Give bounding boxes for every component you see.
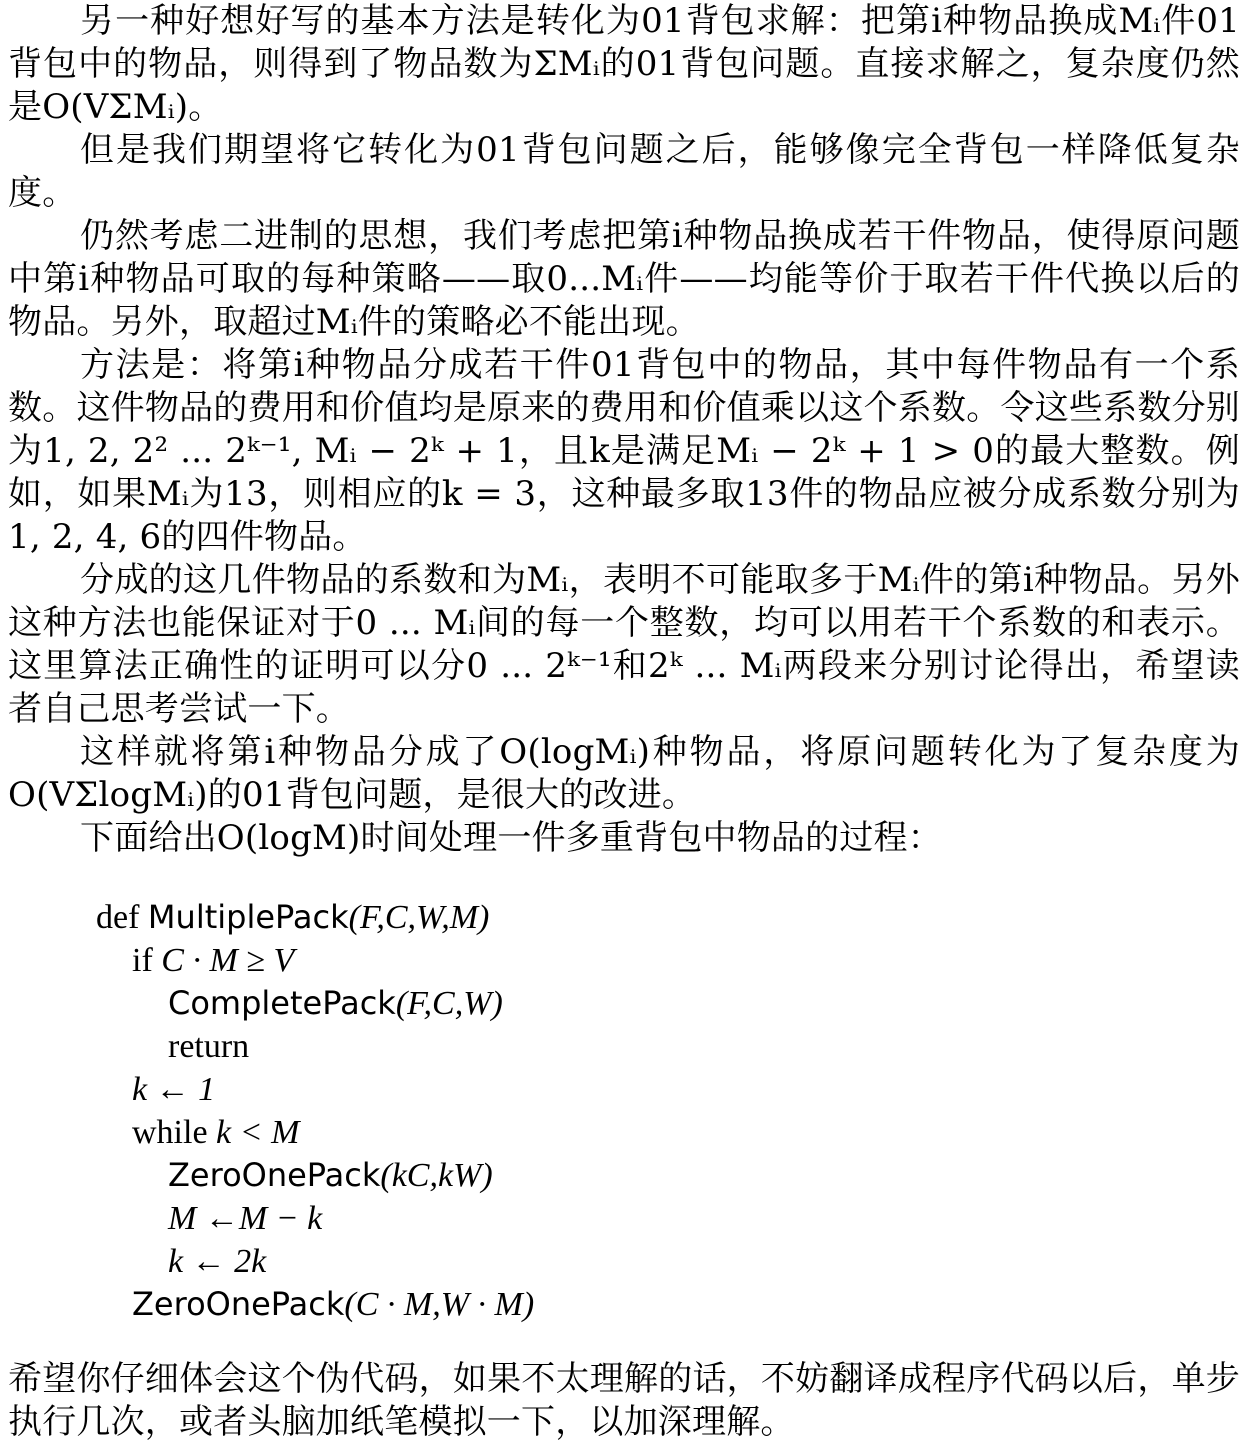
code-line bbox=[96, 1197, 996, 1240]
paragraph-4: 方法是：将第i种物品分成若干件01背包中的物品，其中每件物品有一个系数。这件物品的费用和价值均是原来的费用和价值乘以这个系数。令这些系数分别为1, 2, 2² ... 2ᵏ⁻¹, Mᵢ − 2ᵏ + 1，且k是满足Mᵢ − 2ᵏ + 1 > 0的最大整数。例如，如果Mᵢ为13，则相应的k = 3，这种最多取13件的物品应被分成系数分别为1, 2, 4, 6的四件物品。 bbox=[8, 345, 1240, 557]
code-line bbox=[96, 1240, 996, 1283]
code-expression: (F,C,W,M) bbox=[348, 899, 490, 936]
code-keyword: if bbox=[132, 942, 162, 979]
paragraph-1: 另一种好想好写的基本方法是转化为01背包求解：把第i种物品换成Mᵢ件01背包中的物品，则得到了物品数为ΣMᵢ的01背包问题。直接求解之，复杂度仍然是O(VΣMᵢ)。 bbox=[8, 1, 1240, 127]
code-line bbox=[96, 1283, 996, 1326]
paragraph-3: 仍然考虑二进制的思想，我们考虑把第i种物品换成若干件物品，使得原问题中第i种物品可取的每种策略——取0...Mᵢ件——均能等价于取若干件代换以后的物品。另外，取超过Mᵢ件的策略必不能出现。 bbox=[8, 216, 1240, 342]
code-line bbox=[96, 896, 996, 939]
code-line bbox=[96, 939, 996, 982]
code-function: ZeroOnePack bbox=[132, 1285, 345, 1323]
code-expression: k < M bbox=[216, 1114, 300, 1151]
code-expression: (kC,kW) bbox=[380, 1157, 493, 1194]
code-function: CompletePack bbox=[168, 984, 396, 1022]
code-expression: C · M ≥ V bbox=[161, 942, 295, 979]
code-expression: M ←M − k bbox=[168, 1200, 323, 1237]
code-line bbox=[96, 1154, 996, 1197]
paragraph-2: 但是我们期望将它转化为01背包问题之后，能够像完全背包一样降低复杂度。 bbox=[8, 130, 1240, 213]
code-line bbox=[96, 982, 996, 1025]
code-keyword: def bbox=[96, 899, 148, 936]
paragraph-7: 下面给出O(logM)时间处理一件多重背包中物品的过程： bbox=[80, 818, 942, 858]
code-keyword: return bbox=[168, 1028, 250, 1065]
code-function: MultiplePack bbox=[147, 898, 349, 936]
code-line bbox=[96, 1025, 996, 1068]
code-expression: (C · M,W · M) bbox=[344, 1286, 535, 1323]
code-function: ZeroOnePack bbox=[168, 1156, 381, 1194]
code-line bbox=[96, 1111, 996, 1154]
pseudocode-block bbox=[96, 896, 996, 1326]
code-expression: k ← 1 bbox=[132, 1071, 216, 1108]
code-expression: k ← 2k bbox=[168, 1243, 267, 1280]
closing-paragraph: 希望你仔细体会这个伪代码，如果不太理解的话，不妨翻译成程序代码以后，单步执行几次，或者头脑加纸笔模拟一下，以加深理解。 bbox=[8, 1359, 1240, 1442]
paragraph-6: 这样就将第i种物品分成了O(logMᵢ)种物品，将原问题转化为了复杂度为O(VΣlogMᵢ)的01背包问题，是很大的改进。 bbox=[8, 732, 1240, 815]
code-expression: (F,C,W) bbox=[395, 985, 503, 1022]
code-keyword: while bbox=[132, 1114, 217, 1151]
paragraph-5: 分成的这几件物品的系数和为Mᵢ，表明不可能取多于Mᵢ件的第i种物品。另外这种方法也能保证对于0 ... Mᵢ间的每一个整数，均可以用若干个系数的和表示。这里算法正确性的证明可以分0 ... 2ᵏ⁻¹和2ᵏ ... Mᵢ两段来分别讨论得出，希望读者自己思考尝试一下。 bbox=[8, 560, 1240, 729]
code-line bbox=[96, 1068, 996, 1111]
